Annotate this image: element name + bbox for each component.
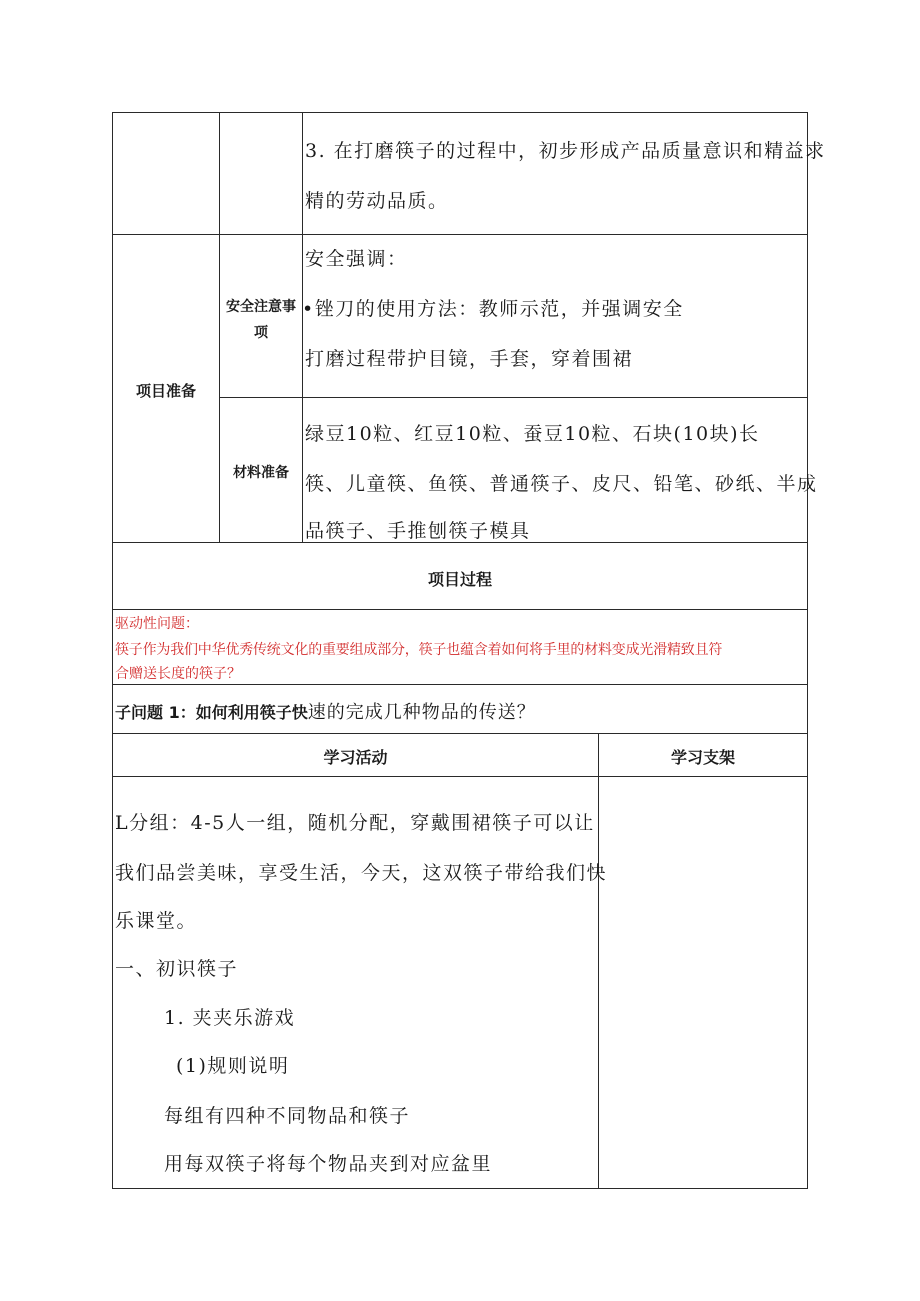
column-header-scaffold: 学习支架 (670, 748, 735, 767)
activity-line-4: 一、初识筷子 (115, 958, 239, 980)
activity-line-5: 1. 夹夹乐游戏 (164, 1007, 296, 1029)
hline-safety-end (219, 397, 808, 398)
safety-line-1: 安全强调： (305, 248, 408, 270)
materials-line-1: 绿豆10粒、红豆10粒、蚕豆10粒、石块(10块)长 (305, 423, 760, 445)
hline-objectives-end (112, 234, 808, 235)
sub-question-1 (115, 698, 536, 724)
materials-line-2: 筷、儿童筷、鱼筷、普通筷子、皮尺、铅笔、砂纸、半成 (305, 473, 818, 495)
objective-item-3-line-2: 精的劳动品质。 (305, 190, 449, 212)
safety-label-line-1: 安全注意事 (226, 299, 296, 315)
preparation-section-label: 项目准备 (135, 382, 196, 400)
table-border-bottom (112, 1188, 808, 1189)
hline-driving-end (112, 684, 808, 685)
materials-label: 材料准备 (233, 465, 289, 481)
objective-item-3-line-1: 3. 在打磨筷子的过程中，初步形成产品质量意识和精益求 (305, 140, 826, 162)
table-border-right (807, 112, 808, 1189)
activity-line-6: (1)规则说明 (176, 1055, 290, 1077)
safety-line-2: •锉刀的使用方法：教师示范，并强调安全 (302, 298, 684, 320)
process-title: 项目过程 (427, 570, 492, 589)
activity-line-1: L分组：4-5人一组，随机分配，穿戴围裙筷子可以让 (115, 812, 595, 834)
hline-subq-end (112, 733, 808, 734)
driving-question-line-1: 筷子作为我们中华优秀传统文化的重要组成部分，筷子也蕴含着如何将手里的材料变成光滑精致且符 (115, 642, 723, 658)
vline-scaffold (598, 733, 599, 1189)
column-header-activity: 学习活动 (323, 748, 388, 767)
safety-label-line-2: 项 (254, 325, 268, 341)
activity-line-3: 乐课堂。 (115, 910, 198, 932)
sub-question-1-rest: 速的完成几种物品的传送？ (307, 702, 536, 723)
vline-col2 (302, 112, 303, 543)
table-border-top (112, 112, 808, 113)
hline-process-title-end (112, 609, 808, 610)
activity-line-8: 用每双筷子将每个物品夹到对应盆里 (164, 1153, 493, 1175)
safety-line-3: 打磨过程带护目镜，手套，穿着围裙 (305, 348, 634, 370)
sub-question-1-bold: 子问题 1：如何利用筷子快 (115, 703, 308, 722)
driving-question-line-2: 合赠送长度的筷子？ (115, 666, 241, 682)
driving-question-label: 驱动性问题： (115, 616, 199, 632)
activity-line-7: 每组有四种不同物品和筷子 (164, 1105, 411, 1127)
activity-line-2: 我们品尝美味，享受生活，今天，这双筷子带给我们快 (115, 862, 608, 884)
materials-line-3: 品筷子、手推刨筷子模具 (305, 520, 531, 542)
table-border-left (112, 112, 113, 1189)
hline-header-end (112, 776, 808, 777)
